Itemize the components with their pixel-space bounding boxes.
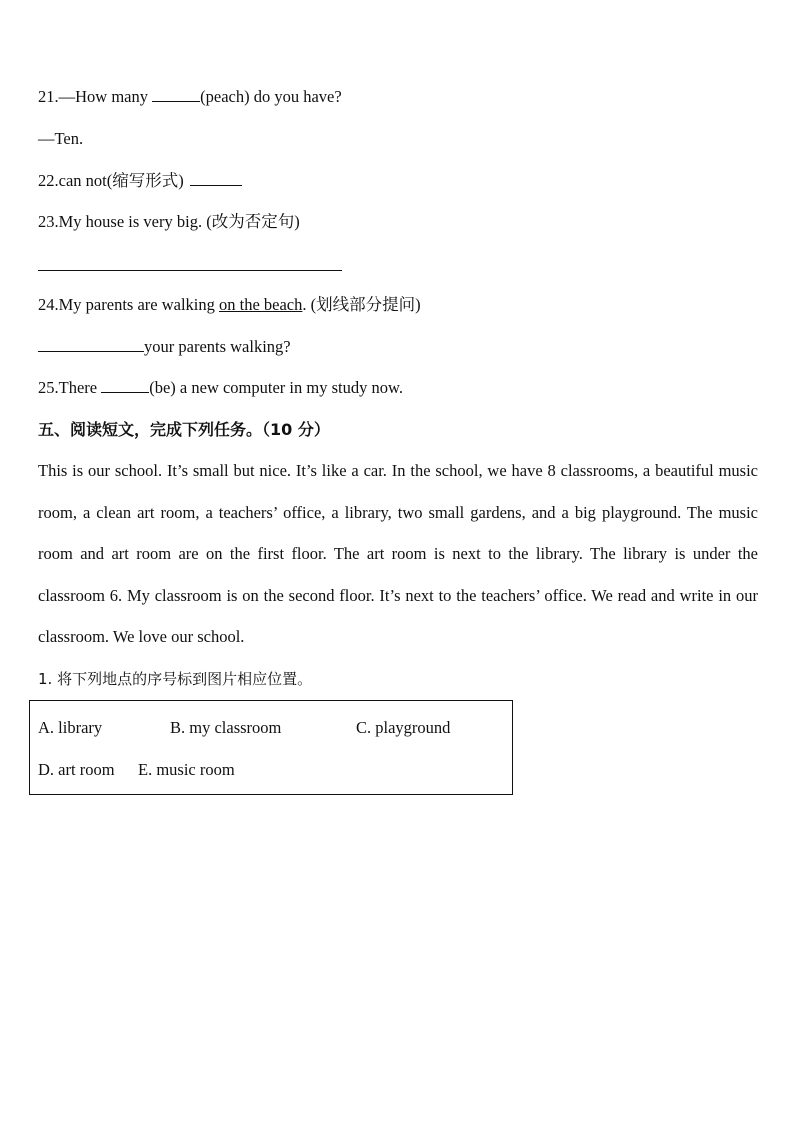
option-b: B. my classroom [170, 718, 282, 737]
question-23: 23.My house is very big. (改为否定句) [38, 212, 300, 231]
question-text: 22.can not(缩写形式) [38, 171, 184, 190]
answer-line[interactable] [38, 270, 342, 271]
answer-line-text: your parents walking? [144, 337, 291, 356]
answer-blank[interactable] [101, 378, 149, 393]
option-c: C. playground [356, 718, 451, 737]
section-heading: 五、阅读短文，完成下列任务。（10 分） [38, 420, 330, 439]
answer-blank[interactable] [38, 337, 144, 352]
option-d: D. art room [38, 760, 115, 779]
question-text: 25.There [38, 378, 102, 397]
question-24-answer [38, 337, 291, 357]
reading-passage: This is our school. It’s small but nice. It’s like a car. In the school, we have 8 classrooms, a beautiful music room, a clean art room, a teachers’ office, a library, two small gardens, and a big playground. The music room and art room are on the first floor. The art room is next to the library. The library is under the classroom 6. My classroom is on the second floor. It’s next to the teachers’ office. We read and write in our classroom. We love our school. [38, 461, 758, 646]
answer-blank[interactable] [152, 87, 200, 102]
question-number: 21. [38, 87, 59, 106]
question-text: How many [75, 87, 153, 106]
question-22 [38, 171, 242, 191]
question-24 [38, 295, 421, 315]
question-text: do you have? [249, 87, 342, 106]
task-instruction: 1. 将下列地点的序号标到图片相应位置。 [38, 670, 313, 688]
word-hint: (peach) [200, 87, 250, 106]
question-25 [38, 378, 403, 398]
answer-blank[interactable] [190, 171, 242, 186]
question-text: . (划线部分提问) [302, 295, 421, 314]
dialogue-dash: — [58, 87, 76, 106]
question-21 [38, 87, 342, 107]
question-text: 24.My parents are walking [38, 295, 219, 314]
options-box [29, 700, 513, 795]
underlined-phrase: on the beach [219, 295, 303, 314]
option-e: E. music room [138, 760, 235, 779]
question-text: (be) a new computer in my study now. [149, 378, 403, 397]
question-21-answer: —Ten. [38, 129, 84, 148]
option-a: A. library [38, 718, 103, 737]
